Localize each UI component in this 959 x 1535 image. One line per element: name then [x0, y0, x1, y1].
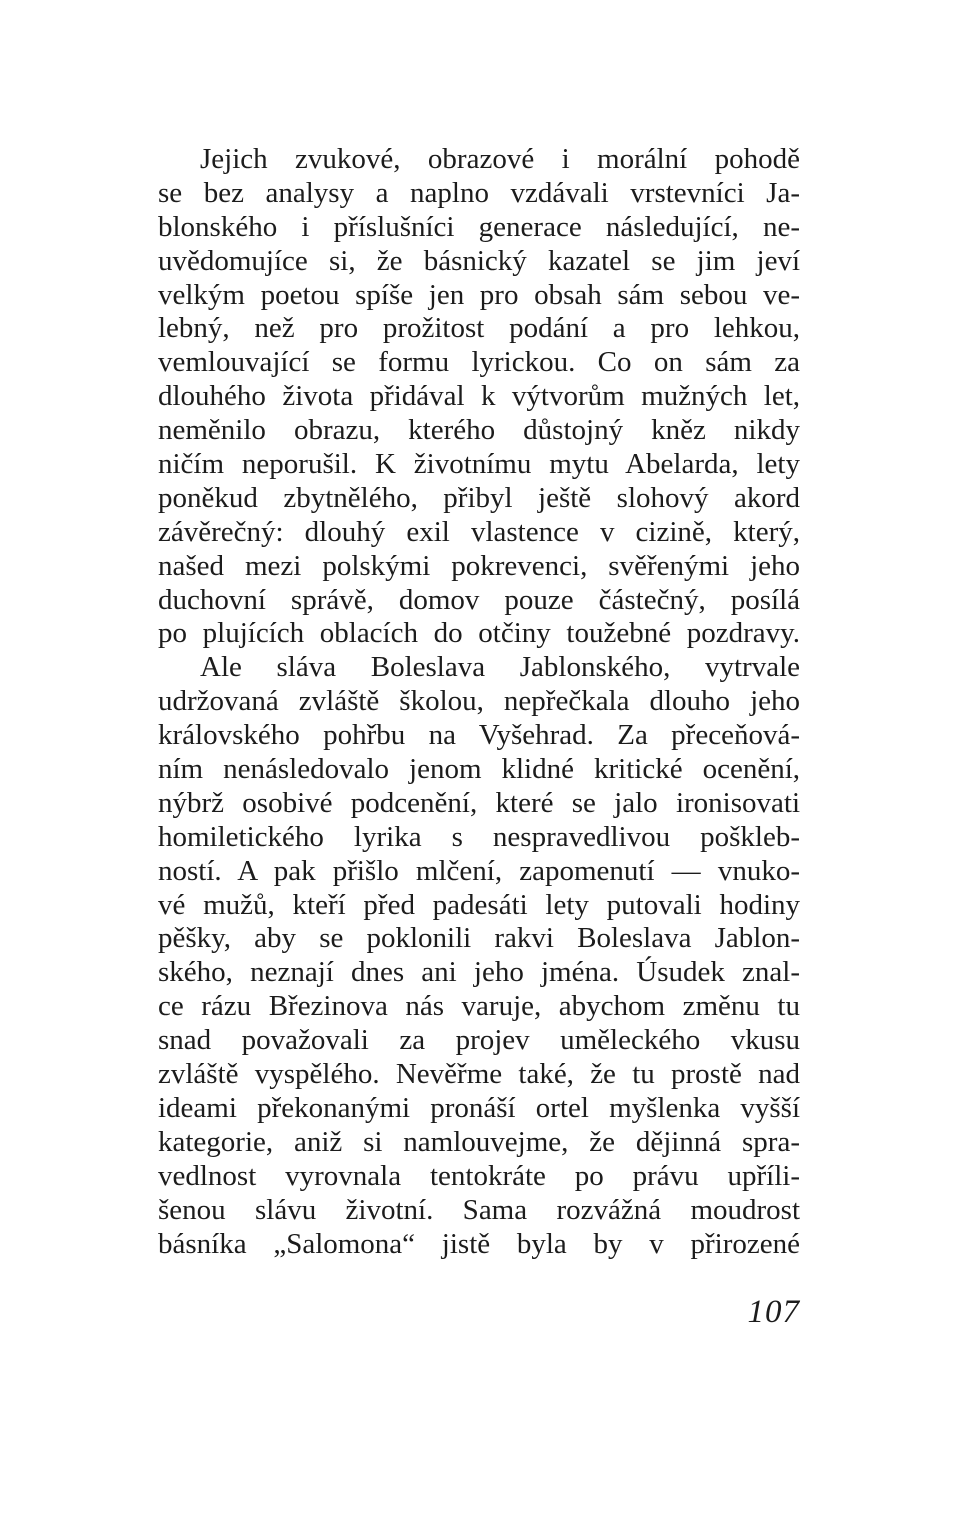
text-line: pěšky, aby se poklonili rakvi Boleslava Jablon-	[158, 922, 800, 955]
body-text	[158, 143, 800, 1261]
text-line: Jejich zvukové, obrazové i morální pohodě	[200, 143, 800, 175]
text-line: královského pohřbu na Vyšehrad. Za přeceňová-	[158, 719, 800, 752]
text-line: dlouhého života přidával k výtvorům mužných let,	[158, 380, 800, 413]
text-line: našed mezi polskými pokrevenci, svěřenými jeho	[158, 549, 800, 582]
text-line: nýbrž osobivé podcenění, které se jalo ironisovati	[158, 786, 800, 819]
paragraph	[158, 143, 800, 651]
text-line: kategorie, aniž si namlouvejme, že dějinná spra-	[158, 1125, 800, 1158]
text-line: lebný, než pro prožitost podání a pro lehkou,	[158, 312, 800, 345]
text-line: po plujících oblacích do otčiny toužebné pozdravy.	[158, 617, 800, 650]
text-line: homiletického lyrika s nespravedlivou pošklеb-	[158, 820, 800, 853]
text-line: se bez analysy a naplno vzdávali vrstevníci Ja-	[158, 176, 800, 209]
text-line: Ale sláva Boleslava Jablonského, vytrvale	[200, 651, 800, 684]
text-line: básníka „Salomona“ jistě byla by v přirozené	[158, 1227, 800, 1260]
text-line: vedlnost vyrovnala tentokráte po právu upříli-	[158, 1159, 800, 1192]
text-line: šenou slávu životní. Sama rozvážná moudrost	[158, 1193, 800, 1226]
text-line: ideami překonanými pronáší ortel myšlenka vyšší	[158, 1091, 800, 1124]
text-line: ce rázu Březinova nás varuje, abychom změnu tu	[158, 990, 800, 1023]
paragraph	[158, 651, 800, 1261]
text-line: vemlouvající se formu lyrickou. Co on sám za	[158, 346, 800, 379]
text-line: neměnilo obrazu, kterého důstojný kněz nikdy	[158, 414, 800, 447]
text-line: snad považovali za projev uměleckého vkusu	[158, 1024, 800, 1057]
text-line: poněkud zbytnělého, přibyl ještě slohový akord	[158, 481, 800, 514]
text-line: ničím neporušil. K životnímu mytu Abelarda, lety	[158, 448, 800, 481]
text-line: udržovaná zvláště školou, nepřečkala dlouho jeho	[158, 685, 800, 718]
text-line: zvláště vyspělého. Nevěřme také, že tu prostě nad	[158, 1058, 800, 1091]
text-line: blonského i příslušníci generace následující, ne-	[158, 210, 800, 243]
text-line: ského, neznají dnes ani jeho jména. Úsudek znal-	[158, 956, 800, 989]
page-number: 107	[747, 1294, 800, 1330]
text-line: vé mužů, kteří před padesáti lety putovali hodiny	[158, 888, 800, 921]
text-line: duchovní správě, domov pouze částečný, posílá	[158, 583, 800, 616]
text-line: ností. A pak přišlo mlčení, zapomenutí — vnuko-	[158, 854, 800, 887]
text-line: ním nenásledovalo jenom klidné kritické ocenění,	[158, 753, 800, 786]
text-line: uvědomujíce si, že básnický kazatel se jim jeví	[158, 244, 800, 277]
text-line: velkým poetou spíše jen pro obsah sám sebou ve-	[158, 278, 800, 311]
text-line: závěrečný: dlouhý exil vlastence v cizině, který,	[158, 515, 800, 548]
